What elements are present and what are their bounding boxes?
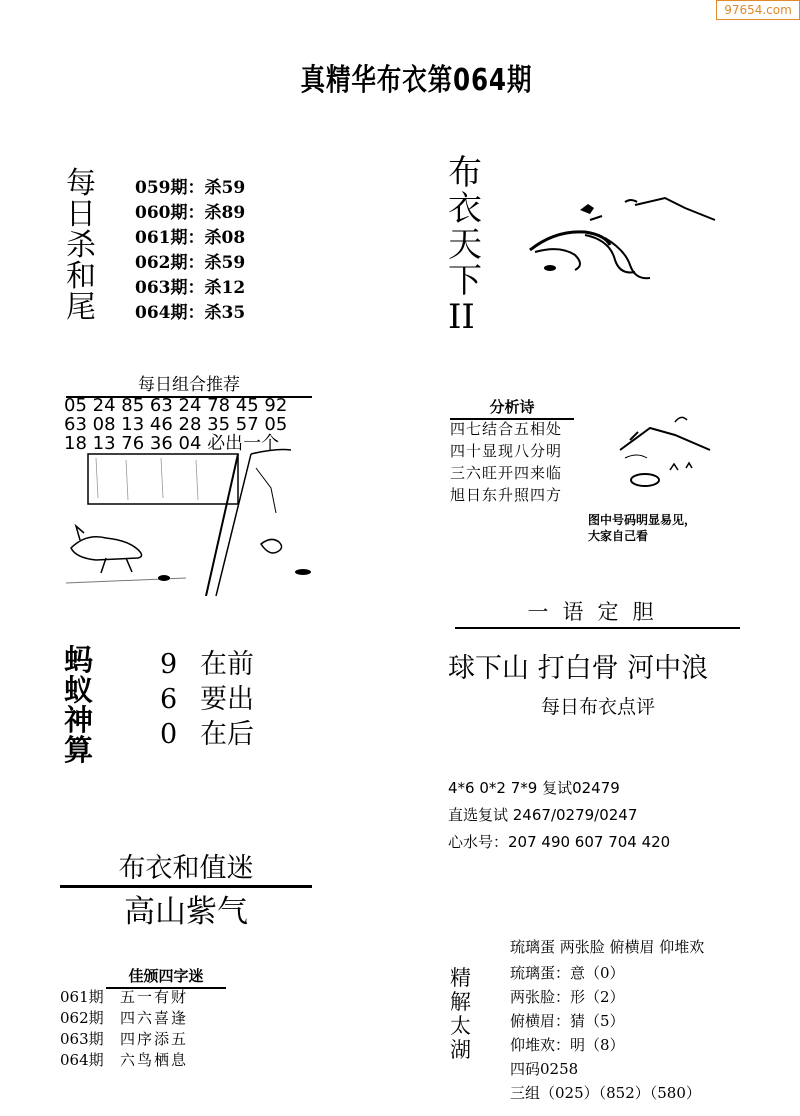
ant-row [160,682,254,717]
jingjie-header: 琉璃蛋 两张脸 俯横眉 仰堆欢 [510,938,705,956]
daily-kill-heading [66,168,102,323]
combo-row: 05 24 85 63 24 78 45 92 [64,395,288,416]
heading-char: 太 [450,1014,471,1038]
ant-number: 0 [160,719,178,750]
number-line: 直选复试 2467/0279/0247 [448,806,638,824]
heading-char: 每 [66,166,96,201]
heading-char: 布 [448,153,482,193]
heading-char: 天 [448,225,482,265]
kill-item: 061期：杀08 [135,228,246,248]
yiyu-phrases: 球下山 打白骨 河中浪 [448,653,709,684]
ant-rows [160,647,254,752]
combo-row: 18 13 76 36 04 必出一个 [64,433,280,454]
riddle-text: 六鸟栖息 [120,1051,189,1069]
number-line: 4*6 0*2 7*9 复试02479 [448,779,620,797]
poem-lines [450,418,562,506]
four-char-item [60,1050,188,1071]
ant-heading [64,645,98,765]
four-char-title: 佳颁四字迷 [106,965,226,989]
heading-char: 下 [448,261,482,301]
poem-note [588,512,696,544]
heading-char: 精 [450,966,471,990]
heading-char: 蚁 [64,673,94,707]
jingjie-lines [510,961,701,1105]
page-title: 真精华布衣第064期 [300,63,533,98]
four-char-item [60,1029,188,1050]
period-label: 062期 [60,1009,104,1027]
jingjie-line: 仰堆欢：明（8） [510,1036,625,1054]
four-char-item [60,987,188,1008]
riddle-text: 五一有财 [120,988,189,1006]
kill-item: 060期：杀89 [135,203,246,223]
ant-text: 要出 [200,684,254,715]
yiyu-title: 一语定胆 [455,596,740,629]
four-char-list [60,987,188,1071]
heading-char: II [448,297,475,337]
kill-item: 063期：杀12 [135,278,246,298]
watermark-badge: 97654.com [716,0,800,20]
ant-row [160,647,254,682]
riddle-heading: 布衣和值迷 [60,846,312,888]
heading-char: 神 [64,703,94,737]
heading-char: 湖 [450,1038,471,1062]
buyi-heading [448,155,488,335]
jingjie-line: 三组（025）（852）（580） [510,1084,701,1102]
note-line: 图中号码明显易见， [588,513,697,527]
ant-row [160,717,254,752]
number-picks [448,775,670,856]
riddle-text: 四六喜逢 [120,1009,189,1027]
hill-sketch [600,400,730,500]
heading-char: 蚂 [64,643,94,677]
jingjie-line: 两张脸：形（2） [510,988,625,1006]
jingjie-line: 琉璃蛋：意（0） [510,964,625,982]
period-label: 061期 [60,988,104,1006]
comment-title: 每日布衣点评 [540,696,655,718]
jingjie-line: 四码0258 [510,1060,579,1078]
riddle-text: 四序添五 [120,1030,189,1048]
ant-number: 9 [160,649,178,680]
poem-line: 旭日东升照四方 [450,486,563,504]
landscape-sketch [515,190,730,300]
poem-line: 四七结合五相处 [450,420,563,438]
kill-item: 064期：杀35 [135,303,246,323]
poem-line: 三六旺开四来临 [450,464,563,482]
period-label: 064期 [60,1051,104,1069]
poem-line: 四十显现八分明 [450,442,563,460]
jingjie-heading [450,966,476,1062]
combo-title: 每日组合推荐 [66,370,312,398]
poem-title: 分析诗 [450,396,574,420]
heading-char: 算 [64,733,94,767]
heading-char: 杀 [66,228,96,263]
ant-text: 在前 [200,649,254,680]
note-line: 大家自己看 [588,529,649,543]
ant-text: 在后 [200,719,254,750]
riddle-answer: 高山紫气 [124,894,248,930]
heading-char: 解 [450,990,471,1014]
period-label: 063期 [60,1030,104,1048]
heading-char: 衣 [448,189,482,229]
horse-illustration [66,448,326,596]
heading-char: 日 [66,197,96,232]
heading-char: 和 [66,259,96,294]
combo-numbers [64,396,326,453]
number-line: 心水号：207 490 607 704 420 [448,833,671,851]
daily-kill-list [135,176,245,326]
combo-row: 63 08 13 46 28 35 57 05 [64,414,288,435]
ant-number: 6 [160,684,178,715]
kill-item: 062期：杀59 [135,253,246,273]
jingjie-line: 俯横眉：猜（5） [510,1012,625,1030]
four-char-item [60,1008,188,1029]
kill-item: 059期：杀59 [135,178,246,198]
heading-char: 尾 [66,290,96,325]
